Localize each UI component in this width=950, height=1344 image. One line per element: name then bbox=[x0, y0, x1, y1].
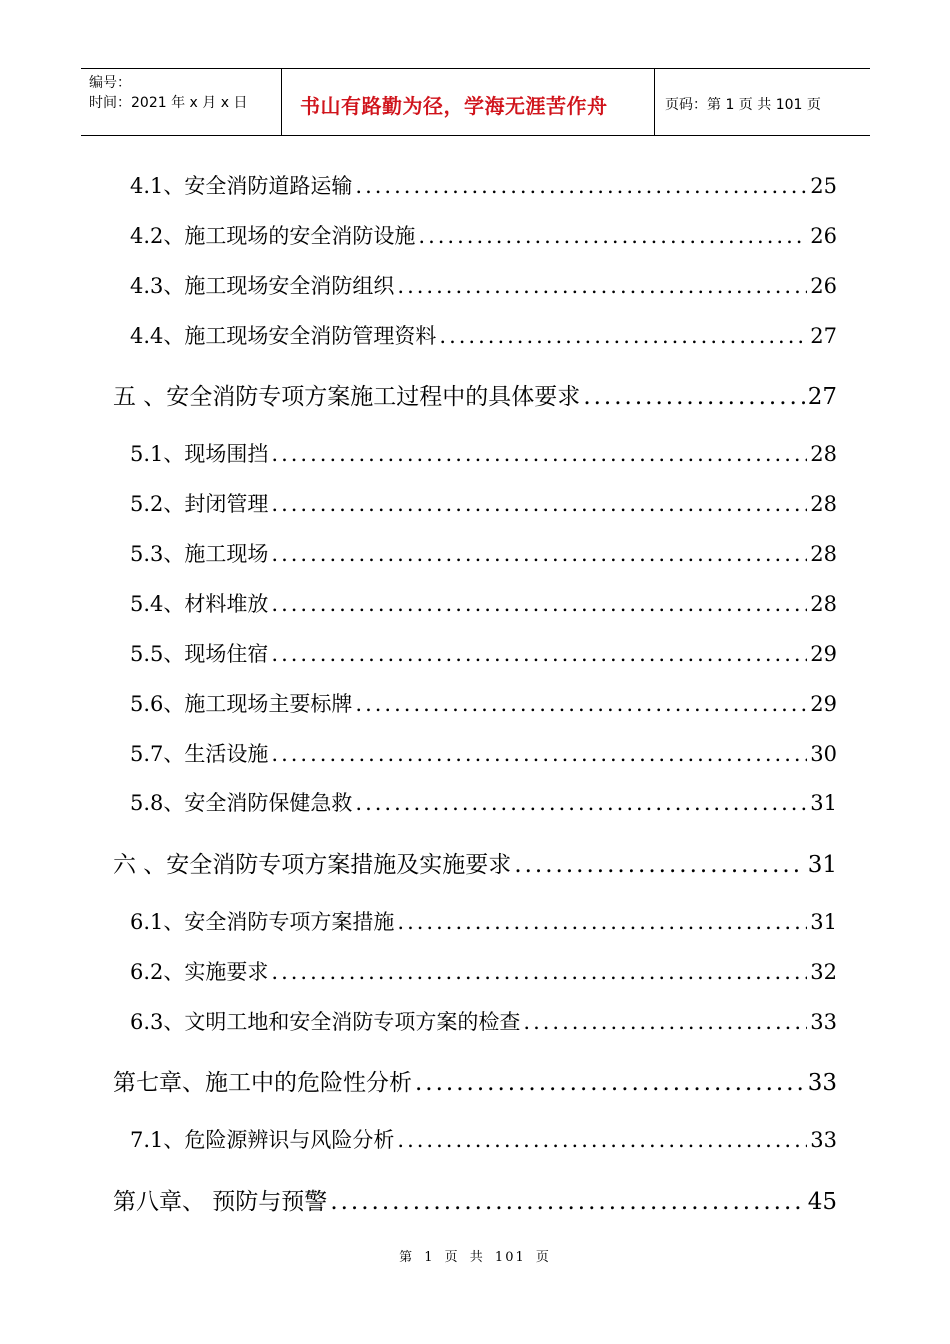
toc-entry-title: 6.2、实施要求 bbox=[130, 960, 269, 984]
toc-chapter-entry[interactable] bbox=[113, 1064, 837, 1097]
toc-entry-page: 31 bbox=[810, 791, 837, 815]
page-footer: 第 1 页 共 101 页 bbox=[399, 1250, 551, 1265]
page-header bbox=[81, 68, 870, 136]
toc-entry-title: 4.4、施工现场安全消防管理资料 bbox=[130, 324, 437, 348]
serial-number-label: 编号： bbox=[89, 75, 131, 91]
toc-leader-dots bbox=[271, 742, 807, 766]
toc-entry-title: 5.8、安全消防保健急救 bbox=[130, 791, 353, 815]
toc-entry[interactable] bbox=[130, 588, 837, 618]
toc-leader-dots bbox=[397, 910, 807, 934]
toc-leader-dots bbox=[271, 592, 807, 616]
toc-entry-page: 28 bbox=[810, 542, 837, 566]
toc-entry-title: 5.3、施工现场 bbox=[130, 542, 269, 566]
toc-entry[interactable] bbox=[130, 688, 837, 718]
toc-leader-dots bbox=[271, 960, 807, 984]
toc-entry[interactable] bbox=[130, 1124, 837, 1154]
toc-entry-title: 5.4、材料堆放 bbox=[130, 592, 269, 616]
header-motto: 书山有路勤为径，学海无涯苦作舟 bbox=[282, 69, 655, 135]
toc-entry-page: 33 bbox=[807, 1070, 837, 1096]
toc-entry-page: 28 bbox=[810, 492, 837, 516]
toc-entry-page: 30 bbox=[810, 742, 837, 766]
toc-leader-dots bbox=[271, 542, 807, 566]
toc-entry[interactable] bbox=[130, 638, 837, 668]
toc-entry[interactable] bbox=[130, 170, 837, 200]
toc-leader-dots bbox=[415, 1070, 805, 1096]
toc-entry[interactable] bbox=[130, 538, 837, 568]
toc-leader-dots bbox=[355, 692, 807, 716]
toc-entry-title: 六 、安全消防专项方案措施及实施要求 bbox=[113, 852, 512, 878]
toc-entry-title: 4.3、施工现场安全消防组织 bbox=[130, 274, 395, 298]
toc-entry-page: 28 bbox=[810, 442, 837, 466]
date-label: 时间：2021 年 x 月 x 日 bbox=[89, 95, 248, 111]
toc-entry-title: 5.1、现场围挡 bbox=[130, 442, 269, 466]
toc-leader-dots bbox=[514, 852, 804, 878]
toc-entry-title: 五 、安全消防专项方案施工过程中的具体要求 bbox=[113, 384, 581, 410]
toc-entry[interactable] bbox=[130, 438, 837, 468]
toc-leader-dots bbox=[355, 174, 807, 198]
toc-entry-title: 4.2、施工现场的安全消防设施 bbox=[130, 224, 416, 248]
toc-entry-title: 第七章、施工中的危险性分析 bbox=[113, 1070, 412, 1096]
toc-entry[interactable] bbox=[130, 906, 837, 936]
toc-entry[interactable] bbox=[130, 270, 837, 300]
toc-leader-dots bbox=[397, 1128, 807, 1152]
toc-entry-page: 31 bbox=[810, 910, 837, 934]
toc-entry-page: 25 bbox=[810, 174, 837, 198]
toc-leader-dots bbox=[271, 492, 807, 516]
toc-entry-page: 45 bbox=[807, 1189, 837, 1215]
toc-entry-page: 32 bbox=[810, 960, 837, 984]
toc-leader-dots bbox=[271, 442, 807, 466]
toc-entry[interactable] bbox=[130, 220, 837, 250]
toc-entry-page: 29 bbox=[810, 642, 837, 666]
toc-leader-dots bbox=[355, 791, 807, 815]
toc-entry[interactable] bbox=[130, 488, 837, 518]
toc-entry-page: 27 bbox=[810, 324, 837, 348]
toc-entry-page: 26 bbox=[810, 224, 837, 248]
toc-entry-page: 28 bbox=[810, 592, 837, 616]
toc-entry-title: 第八章、 预防与预警 bbox=[113, 1189, 328, 1215]
toc-chapter-entry[interactable] bbox=[113, 378, 837, 411]
toc-entry-page: 26 bbox=[810, 274, 837, 298]
toc-entry-title: 6.3、文明工地和安全消防专项方案的检查 bbox=[130, 1010, 521, 1034]
toc-entry-page: 27 bbox=[807, 384, 837, 410]
toc-entry[interactable] bbox=[130, 787, 837, 817]
toc-leader-dots bbox=[330, 1189, 804, 1215]
toc-leader-dots bbox=[418, 224, 807, 248]
toc-leader-dots bbox=[439, 324, 807, 348]
toc-entry[interactable] bbox=[130, 956, 837, 986]
toc-chapter-entry[interactable] bbox=[113, 846, 837, 879]
toc-leader-dots bbox=[397, 274, 807, 298]
toc-entry-title: 5.2、封闭管理 bbox=[130, 492, 269, 516]
toc-leader-dots bbox=[523, 1010, 807, 1034]
toc-entry-title: 5.6、施工现场主要标牌 bbox=[130, 692, 353, 716]
toc-entry-page: 29 bbox=[810, 692, 837, 716]
toc-chapter-entry[interactable] bbox=[113, 1183, 837, 1216]
header-page-info: 页码：第 1 页 共 101 页 bbox=[665, 97, 821, 113]
toc-entry-page: 33 bbox=[810, 1128, 837, 1152]
toc-entry-title: 6.1、安全消防专项方案措施 bbox=[130, 910, 395, 934]
toc-entry-title: 7.1、危险源辨识与风险分析 bbox=[130, 1128, 395, 1152]
toc-entry[interactable] bbox=[130, 738, 837, 768]
toc-entry[interactable] bbox=[130, 320, 837, 350]
toc-entry-title: 5.7、生活设施 bbox=[130, 742, 269, 766]
toc-leader-dots bbox=[271, 642, 807, 666]
toc-leader-dots bbox=[583, 384, 804, 410]
toc-entry[interactable] bbox=[130, 1006, 837, 1036]
toc-entry-title: 5.5、现场住宿 bbox=[130, 642, 269, 666]
header-meta bbox=[81, 69, 282, 135]
toc-entry-page: 33 bbox=[810, 1010, 837, 1034]
toc-entry-page: 31 bbox=[807, 852, 837, 878]
toc-entry-title: 4.1、安全消防道路运输 bbox=[130, 174, 353, 198]
